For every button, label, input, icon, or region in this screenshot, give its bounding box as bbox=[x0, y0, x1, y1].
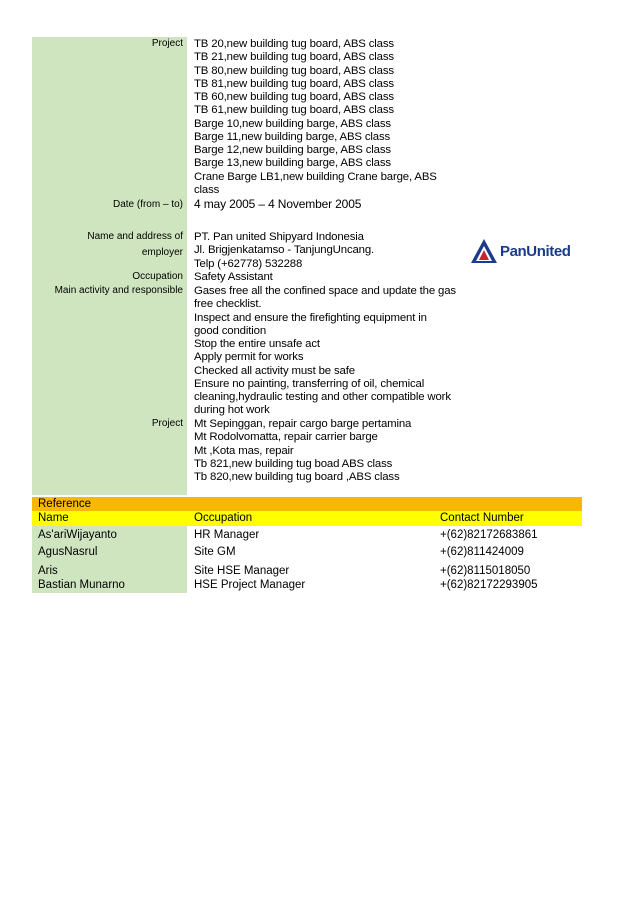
list-item: Barge 12,new building barge, ABS class bbox=[194, 144, 391, 156]
ref-contact: +(62)811424009 bbox=[440, 546, 524, 558]
panunited-logo-icon bbox=[470, 237, 498, 265]
list-item: Jl. Brigjenkatamso - TanjungUncang. bbox=[194, 244, 375, 257]
reference-column-headers bbox=[32, 511, 582, 526]
panunited-logo bbox=[470, 237, 582, 267]
ref-occupation: Site HSE Manager bbox=[194, 565, 290, 577]
list-item: Barge 11,new building barge, ABS class bbox=[194, 130, 391, 143]
employer-label bbox=[87, 231, 183, 259]
projects-list bbox=[194, 38, 469, 197]
employer-value bbox=[194, 231, 469, 271]
list-item: good condition bbox=[194, 324, 267, 337]
list-item: PT. Pan united Shipyard Indonesia bbox=[194, 231, 364, 243]
list-item: Mt Rodolvomatta, repair carrier barge bbox=[194, 431, 378, 444]
projects-list-2 bbox=[194, 418, 469, 484]
list-item: TB 80,new building tug board, ABS class bbox=[194, 64, 394, 77]
activities-list bbox=[194, 285, 469, 418]
list-item: Mt ,Kota mas, repair bbox=[194, 444, 294, 457]
header-contact: Contact Number bbox=[440, 512, 524, 524]
list-item: Apply permit for works bbox=[194, 351, 304, 364]
occupation-label: Occupation bbox=[132, 271, 183, 282]
ref-name: As'ariWijayanto bbox=[38, 529, 117, 541]
ref-name: Aris bbox=[38, 565, 58, 577]
list-item: TB 61,new building tug board, ABS class bbox=[194, 104, 394, 117]
list-item: Barge 13,new building barge, ABS class bbox=[194, 157, 391, 170]
list-item: Crane Barge LB1,new building Crane barge, ABS bbox=[194, 170, 437, 183]
list-item: TB 60,new building tug board, ABS class bbox=[194, 91, 394, 103]
list-item: Stop the entire unsafe act bbox=[194, 338, 320, 350]
list-item: Telp (+62778) 532288 bbox=[194, 257, 303, 270]
ref-contact: +(62)82172683861 bbox=[440, 529, 538, 541]
logo-text: PanUnited bbox=[500, 243, 571, 260]
ref-occupation: HSE Project Manager bbox=[194, 579, 306, 591]
header-name: Name bbox=[38, 512, 69, 524]
list-item: cleaning,hydraulic testing and other compatible work bbox=[194, 391, 451, 403]
project-label-2: Project bbox=[151, 418, 183, 429]
list-item: TB 20,new building tug board, ABS class bbox=[194, 38, 394, 50]
date-value: 4 may 2005 – 4 November 2005 bbox=[194, 197, 362, 211]
header-occupation: Occupation bbox=[194, 512, 253, 524]
ref-contact: +(62)82172293905 bbox=[440, 579, 538, 591]
employer-label-line: Name and address of bbox=[87, 231, 183, 242]
list-item: Gases free all the confined space and update the gas bbox=[194, 285, 456, 297]
employer-label-line: employer bbox=[141, 247, 183, 258]
ref-name: AgusNasrul bbox=[38, 546, 98, 558]
list-item: Inspect and ensure the firefighting equipment in bbox=[194, 311, 427, 324]
list-item: free checklist. bbox=[194, 298, 262, 311]
date-label: Date (from – to) bbox=[112, 199, 183, 210]
list-item: TB 21,new building tug board, ABS class bbox=[194, 51, 394, 64]
list-item: class bbox=[194, 183, 220, 196]
list-item: Checked all activity must be safe bbox=[194, 364, 355, 377]
activity-label: Main activity and responsible bbox=[54, 285, 183, 296]
reference-header bbox=[32, 497, 582, 511]
project-label: Project bbox=[151, 38, 183, 49]
list-item: during hot work bbox=[194, 404, 270, 417]
ref-contact: +(62)8115018050 bbox=[440, 565, 531, 577]
ref-occupation: Site GM bbox=[194, 546, 236, 558]
list-item: Tb 821,new building tug boad ABS class bbox=[194, 457, 393, 470]
list-item: Tb 820,new building tug board ,ABS class bbox=[194, 471, 400, 483]
ref-occupation: HR Manager bbox=[194, 529, 260, 541]
list-item: TB 81,new building tug board, ABS class bbox=[194, 77, 394, 90]
ref-name: Bastian Munarno bbox=[38, 579, 125, 591]
list-item: Ensure no painting, transferring of oil, chemical bbox=[194, 377, 425, 390]
list-item: Mt Sepinggan, repair cargo barge pertamina bbox=[194, 418, 412, 430]
occupation-value: Safety Assistant bbox=[194, 271, 273, 283]
list-item: Barge 10,new building barge, ABS class bbox=[194, 117, 391, 130]
reference-title: Reference bbox=[38, 498, 92, 510]
